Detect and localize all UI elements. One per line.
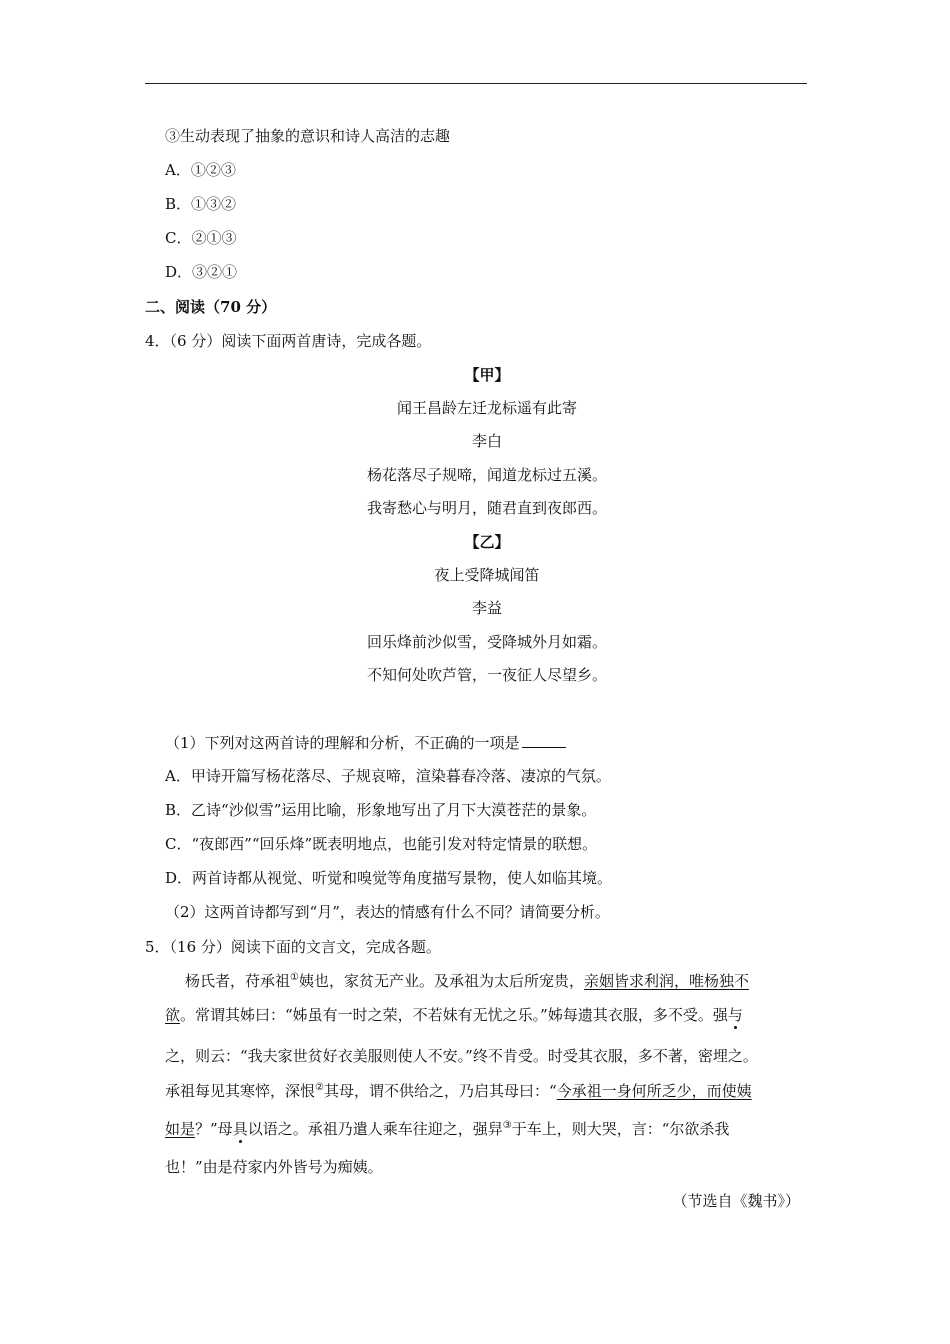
q3-choice-b[interactable]: [165, 193, 236, 215]
text-run: 杨氏者，苻承祖: [185, 972, 291, 990]
footnote-marker: ①: [290, 972, 299, 983]
footnote-marker: ③: [502, 1120, 512, 1131]
text-run: 其母，谓不供给之，乃启其母曰：“: [323, 1082, 557, 1100]
poem-a-line-1: 杨花落尽子规啼，闻道龙标过五溪。: [366, 466, 607, 484]
underlined-sentence: 今承祖一身何所乏少，而使姨: [556, 1082, 752, 1100]
choice-text: ②①③: [191, 229, 237, 247]
passage-line-4: [165, 1080, 752, 1102]
q4-sub1: [165, 731, 566, 754]
passage-line-2: [165, 1004, 743, 1026]
dotted-character: 具: [232, 1120, 248, 1138]
passage-line-3: 之，则云：“我夫家世贫好衣美服则使人不安。”终不肯受。时受其衣服，多不著，密埋之。: [165, 1047, 758, 1065]
passage-source: （节选自《魏书》）: [672, 1192, 800, 1210]
section-heading: 二、阅读（70 分）: [145, 298, 277, 316]
underlined-sentence: 如是: [165, 1120, 196, 1138]
q4-sub1-option-b[interactable]: B．乙诗“沙似雪”运用比喻，形象地写出了月下大漠苍茫的景象。: [165, 801, 597, 819]
underlined-sentence: 欲: [165, 1006, 181, 1024]
underlined-sentence: 亲姻皆求利润，唯杨独不: [584, 972, 750, 990]
poem-b-author: 李益: [471, 599, 502, 617]
poem-b-title: 夜上受降城闻笛: [434, 566, 540, 584]
q3-choice-d[interactable]: [165, 261, 237, 283]
poem-a-line-2: 我寄愁心与明月，随君直到夜郎西。: [366, 499, 607, 517]
choice-label: C．: [165, 229, 192, 247]
dotted-character: 与: [727, 1006, 743, 1024]
choice-text: ①②③: [190, 161, 236, 179]
poem-a-author: 李白: [471, 432, 502, 450]
text-run: 承祖每见其寒悴，深恨: [165, 1082, 316, 1100]
footnote-marker: ②: [315, 1082, 324, 1093]
text-run: 。常谓其姊曰：“姊虽有一时之荣，不若妹有无忧之乐。”姊每遗其衣服，多不受。强: [180, 1006, 728, 1024]
q5-intro: 5．（16 分）阅读下面的文言文，完成各题。: [145, 938, 441, 956]
poem-b-line-1: 回乐烽前沙似雪，受降城外月如霜。: [366, 633, 607, 651]
passage-line-5: [165, 1118, 729, 1140]
poem-b-line-2: 不知何处吹芦管，一夜征人尽望乡。: [366, 666, 607, 684]
q4-sub1-option-a[interactable]: A．甲诗开篇写杨花落尽、子规哀啼，渲染暮春冷落、凄凉的气氛。: [165, 767, 611, 785]
text-run: 姨也，家贫无产业。及承祖为太后所宠贵，: [298, 972, 584, 990]
text-run: ？”母: [195, 1120, 233, 1138]
text-run: 以语之。承祖乃遣人乘车往迎之，强舁: [247, 1120, 503, 1138]
choice-label: B．: [165, 195, 192, 213]
poem-b-tag: 【乙】: [464, 533, 510, 551]
passage-line-1: [185, 970, 749, 992]
text-run: 于车上，则大哭，言：“尔欲杀我: [511, 1120, 730, 1138]
passage-line-6: 也！”由是苻家内外皆号为痴姨。: [165, 1158, 383, 1176]
poem-a-title: 闻王昌龄左迁龙标遥有此寄: [396, 399, 577, 417]
q4-sub2: （2）这两首诗都写到“月”，表达的情感有什么不同？请简要分析。: [165, 903, 610, 921]
poem-a-tag: 【甲】: [464, 366, 510, 384]
q4-sub1-option-c[interactable]: C．“夜郎西”“回乐烽”既表明地点，也能引发对特定情景的联想。: [165, 835, 598, 853]
q3-choice-c[interactable]: [165, 227, 237, 249]
choice-label: D．: [165, 263, 193, 281]
choice-text: ③②①: [192, 263, 238, 281]
q4-sub1-option-d[interactable]: D．两首诗都从视觉、听觉和嗅觉等角度描写景物，使人如临其境。: [165, 869, 613, 887]
sub1-text: （1）下列对这两首诗的理解和分析，不正确的一项是: [165, 734, 520, 752]
q3-option-3: ③生动表现了抽象的意识和诗人高洁的志趣: [165, 127, 451, 145]
choice-label: A．: [165, 161, 191, 179]
choice-text: ①③②: [191, 195, 237, 213]
answer-blank[interactable]: [522, 731, 566, 748]
q3-choice-a[interactable]: [165, 159, 236, 181]
q4-intro: 4．（6 分）阅读下面两首唐诗，完成各题。: [145, 332, 432, 350]
header-rule: [145, 83, 807, 84]
